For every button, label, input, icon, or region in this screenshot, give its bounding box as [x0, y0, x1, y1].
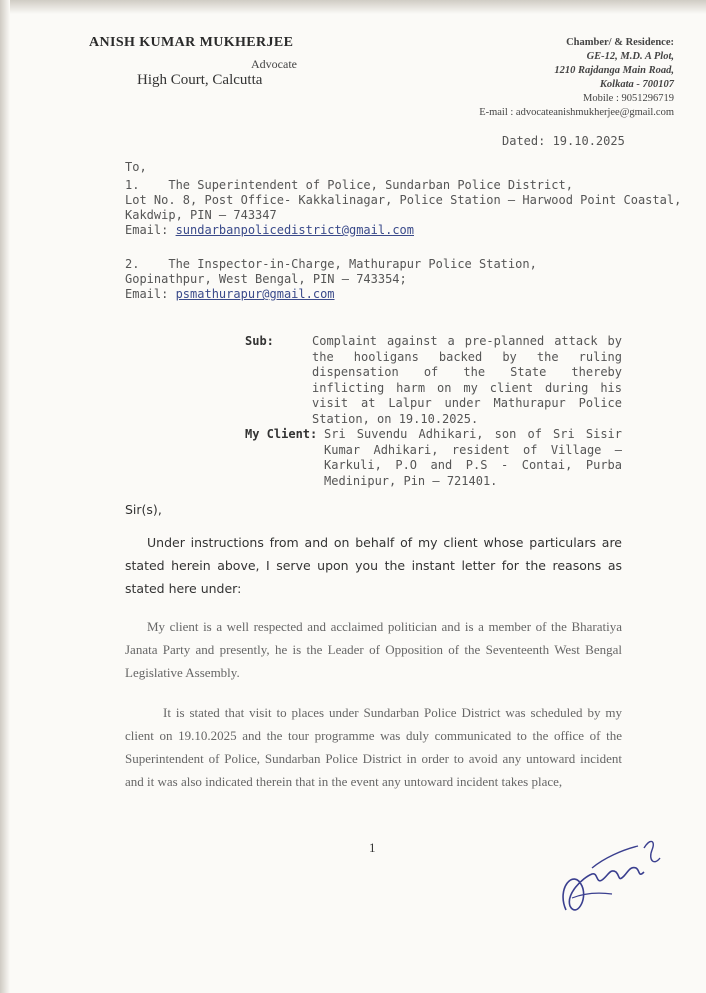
chamber-address-block	[479, 36, 674, 120]
address-line-3: Kolkata - 700107	[599, 79, 674, 90]
recipient-1-email-link[interactable]: sundarbanpolicedistrict@gmail.com	[175, 223, 414, 237]
scan-shadow-top	[0, 0, 706, 14]
court-name: High Court, Calcutta	[137, 72, 263, 88]
signature-icon	[552, 828, 664, 924]
recipient-1-line-2: Lot No. 8, Post Office- Kakkalinagar, Police Station – Harwood Point Coastal,	[125, 193, 682, 207]
client-label: My Client:	[245, 427, 318, 441]
advocate-name: ANISH KUMAR MUKHERJEE	[89, 35, 294, 50]
recipient-2-line-1: 2. The Inspector-in-Charge, Mathurapur Police Station,	[125, 257, 537, 271]
body-paragraph-2: My client is a well respected and acclaimed politician and is a member of the Bharatiya Janata Party and presently, he is the Leader of Opposition of the Seventeenth West Bengal Legislative Assembly.	[125, 619, 622, 680]
recipient-1-line-1: 1. The Superintendent of Police, Sundarban Police District,	[125, 178, 573, 192]
address-line-1: GE-12, M.D. A Plot,	[586, 51, 674, 62]
recipient-2-email-link[interactable]: psmathurapur@gmail.com	[175, 287, 335, 301]
page-number: 1	[369, 840, 376, 855]
body-paragraph-3: It is stated that visit to places under Sundarban Police District was scheduled by my client on 19.10.2025 and the tour programme was duly communicated to the office of the Superintendent of Police, Sundarban Police District in order to avoid any untoward incident and it was also indicated therein that in the event any untoward incident takes place,	[125, 705, 622, 789]
recipient-1-line-3: Kakdwip, PIN – 743347	[125, 208, 277, 222]
body-paragraph-1: Under instructions from and on behalf of my client whose particulars are stated herein above, I serve upon you the instant letter for the reasons as stated here under:	[125, 535, 622, 596]
recipient-2-address	[125, 257, 537, 302]
mobile-number: Mobile : 9051296719	[583, 93, 674, 104]
salutation: Sir(s),	[125, 502, 162, 517]
letterhead-email: E-mail : advocateanishmukherjee@gmail.com	[479, 107, 674, 118]
recipient-2-email-label: Email:	[125, 287, 176, 301]
recipient-1-email-label: Email:	[125, 223, 176, 237]
subject-label: Sub:	[245, 334, 274, 348]
address-line-2: 1210 Rajdanga Main Road,	[554, 65, 674, 76]
letter-date: Dated: 19.10.2025	[502, 134, 625, 148]
recipient-2-line-2: Gopinathpur, West Bengal, PIN – 743354;	[125, 272, 407, 286]
recipient-1-address	[125, 178, 681, 238]
to-label: To,	[125, 160, 147, 174]
scan-shadow-left	[0, 0, 10, 993]
client-text: Sri Suvendu Adhikari, son of Sri Sisir Kumar Adhikari, resident of Village – Karkuli, P.O and P.S - Contai, Purba Medinipur, Pin – 721401.	[324, 427, 622, 488]
chamber-label: Chamber/ & Residence:	[566, 37, 674, 48]
designation: Advocate	[251, 57, 297, 71]
subject-text: Complaint against a pre-planned attack by the hooligans backed by the ruling dispensation of the State thereby inflicting harm on my client during his visit at Lalpur under Mathurapur Police Station, on 19.10.2025.	[312, 334, 622, 426]
